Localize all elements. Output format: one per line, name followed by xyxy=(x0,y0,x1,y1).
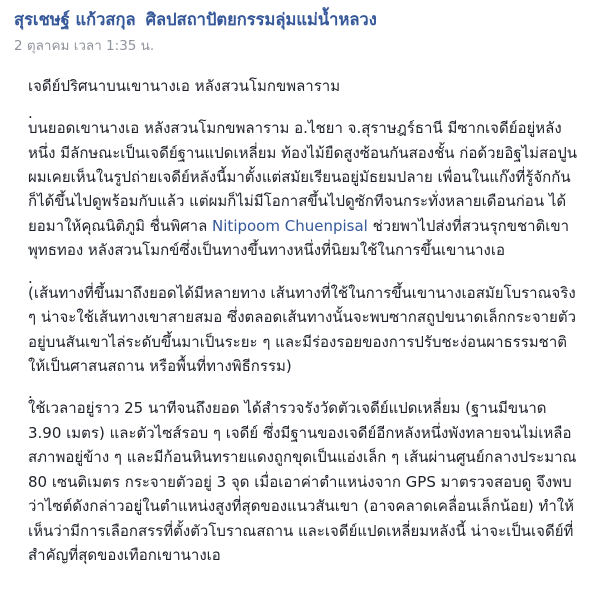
post-page-link[interactable]: ศิลปสถาปัตยกรรมลุ่มแม่น้ำหลวง xyxy=(145,10,377,29)
post-timestamp[interactable]: 2 ตุลาคม เวลา 1:35 น. xyxy=(14,37,155,54)
tagged-user-link[interactable]: Nitipoom Chuenpisal xyxy=(212,216,368,235)
paragraph-1-text-before-link: บนยอดเขานางเอ หลังสวนโมกขพลาราม อ.ไชยา จ.สุราษฎร์ธานี มีซากเจดีย์อยู่หลังหนึ่ง มีลักษณะเป็นเจดีย์ฐานแปดเหลี่ยม ท้องไม้ยืดสูงซ้อนกันสองชั้น ก่อด้วยอิฐไม่สอปูน ผมเคยเห็นในรูปถ่ายเจดีย์หลังนี้มาตั้งแต่สมัยเรียนอยู่มัธยมปลาย เพื่อนในแก๊งที่รู้จักกันก็ได้ขึ้นไปดูพร้อมกับแล้ว แต่ผมก็ไม่มีโอกาสขึ้นไปดูซักทีจนกระทั่งหลายเดือนก่อน ได้ยอมาให้คุณนิติภูมิ ชื่นพิศาล xyxy=(28,119,582,235)
post-paragraph-2: (เส้นทางที่ขึ้นมาถึงยอดได้มีหลายทาง เส้นทางที่ใช้ในการขึ้นเขานางเอสมัยโบราณจริง ๆ น่าจะใช้เส้นทางเขาสายสมอ ซึ่งตลอดเส้นทางนั้นจะพบซากสถูปขนาดเล็กกระจายตัวอยู่บนสันเขาไล่ระดับขึ้นมาเป็นระยะ ๆ และมีร่องรอยของการปรับชะง่อนผาธรรมชาติให้เป็นศาสนสถาน หรือพื้นที่ทางพิธีกรรม) xyxy=(28,283,581,375)
post-separator-dot-3: . xyxy=(28,384,33,403)
post-separator-dot-2: . xyxy=(28,268,33,287)
post-paragraph-1 xyxy=(28,116,582,263)
post-body xyxy=(14,74,596,568)
post-paragraph-3: ใช้เวลาอยู่ราว 25 นาทีจนถึงยอด ได้สำรวจรังวัดตัวเจดีย์แปดเหลี่ยม (ฐานมีขนาด 3.90 เมตร) และตัวไซส์รอบ ๆ เจดีย์ ซึ่งมีฐานของเจดีย์อีกหลังหนึ่งพังทลายจนไม่เหลือสภาพอยู่ข้าง ๆ และมีก้อนหินทรายแดงถูกขุดเป็นแอ่งเล็ก ๆ เส้นผ่านศูนย์กลางประมาณ 80 เซนติเมตร กระจายตัวอยู่ 3 จุด เมื่อเอาค่าตำแหน่งจาก GPS มาตรวจสอบดู จึงพบว่าไซต์ดังกล่าวอยู่ในตำแหน่งสูงที่สุดของแนวสันเขา (อาจคลาดเคลื่อนเล็กน้อย) ทำให้เห็นว่ามีการเลือกสรรที่ตั้งตัวโบราณสถาน และเจดีย์แปดเหลี่ยมหลังนี้ น่าจะเป็นเจดีย์ที่สำคัญที่สุดของเทือกเขานางเอ xyxy=(28,399,582,565)
paragraph-1-text-after-link: ช่วยพาไปส่งที่สวนรุกขชาติเขาพุทธทอง หลังสวนโมกข์ซึ่งเป็นทางขึ้นทางหนึ่งที่นิยมใช้ในการขึ้นเขานางเอ xyxy=(28,216,570,260)
post-separator-dot-1: . xyxy=(28,104,33,123)
post-title: เจดีย์ปริศนาบนเขานางเอ หลังสวนโมกขพลาราม xyxy=(28,76,341,95)
post-timestamp-row xyxy=(14,34,596,56)
post-header xyxy=(14,10,596,31)
post-author-link[interactable]: สุรเชษฐ์ แก้วสกุล xyxy=(14,10,136,29)
